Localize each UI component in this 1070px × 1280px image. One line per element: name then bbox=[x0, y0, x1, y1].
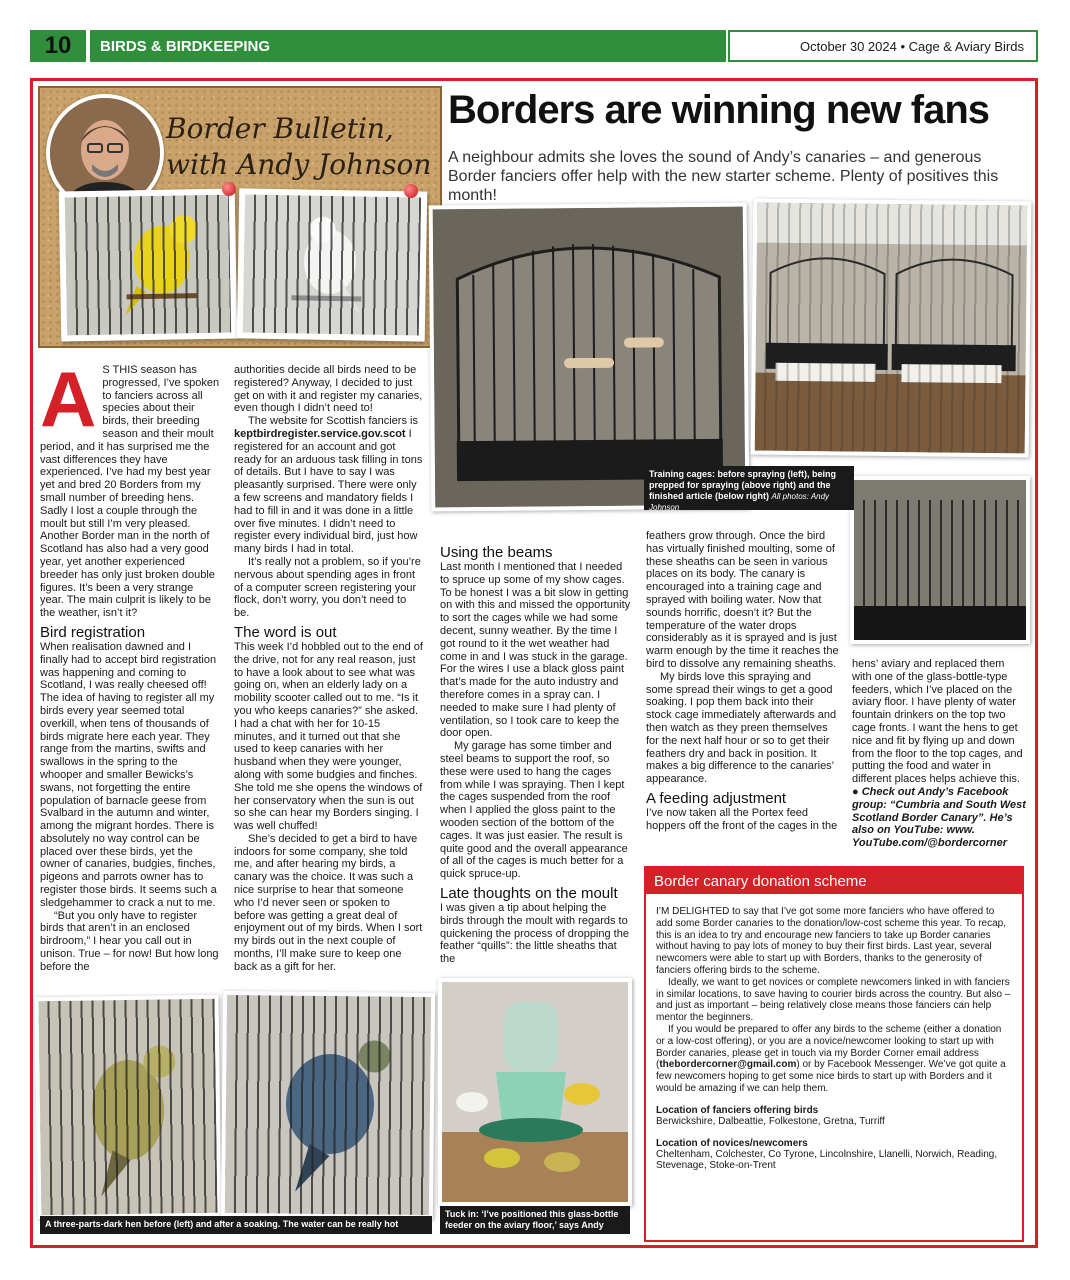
section-title: BIRDS & BIRDKEEPING bbox=[90, 30, 726, 62]
article-column-3 bbox=[440, 540, 632, 980]
facebook-youtube-callout: ● Check out Andy’s Facebook group: “Cumbria and South West Scotland Border Canary”. He’s also on YouTube: www. YouTube.com/@bordercorner bbox=[852, 785, 1026, 850]
paragraph: My garage has some timber and steel beams to support the roof, so these were used to hang the cages from while I was spraying. Then I kept the cages suspended from the roof when I applied the gloss paint to the wooden section of the bottom of the cages. It was just easier. The result is quite good and the overall appearance of all of the cages is much better for a quick spruce-up. bbox=[440, 740, 628, 881]
article-column-1 bbox=[40, 364, 220, 996]
hen-after-soaking-photo bbox=[221, 991, 435, 1219]
pushpin-icon bbox=[404, 184, 418, 198]
donation-scheme-box bbox=[644, 866, 1024, 1242]
photo-credit: All photos: Andy Johnson bbox=[649, 492, 830, 512]
donation-scheme-title: Border canary donation scheme bbox=[646, 868, 1022, 894]
issue-date: October 30 2024 • Cage & Aviary Birds bbox=[728, 30, 1038, 62]
registration-website-link: keptbirdregister.service.gov.scot bbox=[234, 427, 406, 440]
paragraph: If you would be prepared to offer any birds to the scheme (either a donation or a low-cost offering), or you are a novice/newcomer looking to start up with Border canaries, please get in touch via my Border Corner email address (thebordercorner@gmail.com) or by Facebook Messenger. We’ve got quite a few newcomers hoping to get some nice birds to start up with Borders and it would be amazing if we can help them. bbox=[656, 1023, 1006, 1094]
paragraph: This week I’d hobbled out to the end of the drive, not for any real reason, just to have a look about to see what was going on, when an elderly lady on a mobility scooter called out to me. “Is it you who keeps canaries?” she asked. I had a chat with her for 10-15 minutes, and it turned out that she used to keep canaries with her husband when they were younger, along with some budgies and finches. She told me she opens the windows of her conservatory when the sun is out so she can hear my Borders singing. I was well chuffed! bbox=[234, 640, 423, 833]
cages-caption: Training cages: before spraying (left), being prepped for spraying (above right) and the finished article (below right) All photos: Andy Johnson bbox=[644, 466, 854, 510]
paragraph: When realisation dawned and I finally had to accept bird registration was happening and coming to Scotland, I was really cheesed off! The idea of having to register all my birds every year seemed total overkill, when tens of thousands of birds migrate here each year. They range from the martins, swifts and swallows in the spring to the whooper and smaller Bewicks’s swans, not forgetting the entire population of barnacle geese from Svalbard in the autumn and winter, among the migrant hordes. There is absolutely no way control can be placed over these birds, yet the owner of canaries, budgies, finches, pigeons and parrots owner has to register those birds. It seems such a sledgehammer to crack a nut to me. bbox=[40, 640, 217, 909]
article-column-4 bbox=[646, 530, 840, 860]
novice-locations: Cheltenham, Colchester, Co Tyrone, Lincolnshire, Llanelli, Norwich, Reading, Stevenage, Stoke-on-Trent bbox=[656, 1148, 998, 1172]
banner-title-line1: Border Bulletin, bbox=[166, 112, 394, 145]
paragraph: hens’ aviary and replaced them with one of the glass-bottle-type feeders, which I’ve placed on the aviary floor. I have plenty of water fountain drinkers on the top two cage fronts. I want the hens to get nice and fit by flying up and down from the floor to the top cages, and putting the food and water in different places helps achieve this. bbox=[852, 658, 1023, 786]
pushpin-icon bbox=[222, 182, 236, 196]
paragraph: The website for Scottish fanciers is keptbirdregister.service.gov.scot I registered for an account and got ready for an arduous task filling in tons of details. But I have to say I was pleasantly surprised. There were only a few screens and mandatory fields I had to fill in and it was done in a little over five minutes. I didn’t need to register every individual bird, just how many birds I had in total. bbox=[234, 415, 423, 556]
paragraph: It’s really not a problem, so if you’re nervous about spending ages in front of a computer screen registering your flock, don’t worry, you don’t need to be. bbox=[234, 555, 421, 620]
subhead-offering-locations: Location of fanciers offering birds bbox=[656, 1104, 819, 1116]
subhead-bird-registration: Bird registration bbox=[40, 623, 146, 641]
banner-title-line2: with Andy Johnson bbox=[166, 148, 432, 181]
paragraph: authorities decide all birds need to be registered? Anyway, I decided to just get on with it and register my canaries, even though I didn’t need to! bbox=[234, 364, 423, 415]
feeder-caption: Tuck in: ‘I’ve positioned this glass-bottle feeder on the aviary floor,’ says Andy bbox=[440, 1206, 630, 1234]
headline: Borders are winning new fans bbox=[448, 88, 990, 132]
hen-caption: A three-parts-dark hen before (left) and after a soaking. The water can be really hot bbox=[40, 1216, 432, 1234]
subhead-using-the-beams: Using the beams bbox=[440, 544, 553, 561]
paragraph: I’ve now taken all the Portex feed hoppers off the front of the cages in the bbox=[646, 806, 838, 832]
dropcap: A bbox=[40, 364, 97, 443]
email-address: thebordercorner@gmail.com bbox=[659, 1059, 797, 1071]
paragraph: She’s decided to get a bird to have indoors for some company, she told me, and after hearing my birds, a canary was the choice. It was such a nice surprise to hear that someone who I’d never seen or spoken to before was getting a great deal of enjoyment out of my birds. When I sort my birds out in the next couple of months, I’ll make sure to keep one back as a gift for her. bbox=[234, 832, 423, 973]
article-column-5 bbox=[852, 658, 1026, 858]
white-canary-photo bbox=[237, 188, 428, 341]
article-column-2 bbox=[234, 364, 424, 996]
subhead-novice-locations: Location of novices/newcomers bbox=[656, 1137, 808, 1149]
glass-bottle-feeder-photo bbox=[438, 978, 632, 1206]
paragraph: Ideally, we want to get novices or complete newcomers linked in with fanciers in similar locations, to save having to courier birds across the country. But also – and just as important – being relatively close means those fanciers can help mentor the beginners. bbox=[656, 976, 1011, 1024]
subhead-feeding-adjustment: A feeding adjustment bbox=[646, 789, 787, 807]
paragraph: I was given a tip about helping the birds through the moult with regards to quickening the process of dropping the feather “quills”: the little sheaths that the bbox=[440, 901, 629, 966]
standfirst: A neighbour admits she loves the sound of Andy’s canaries – and generous Border fanciers offer help with the new starter scheme. Plenty of positives this month! bbox=[448, 149, 999, 204]
subhead-late-thoughts: Late thoughts on the moult bbox=[440, 884, 618, 902]
intro-paragraph: S THIS season has progressed, I’ve spoken to fanciers across all species about their birds, their breeding season and their moult period, and it has surprised me the vast differences they have experienced. I’ve had my best year yet and bred 20 Borders from my small number of breeding hens. Sadly I lost a couple through the moult but still I’m very pleased. Another Border man in the north of Scotland has also had a very good year, yet another experienced breeder has only just broken double figures. It’s been a very strange year. The main culprit is likely to be the weather, isn’t it? bbox=[40, 364, 220, 620]
paragraph: “But you only have to register birds that aren’t in an enclosed birdroom,” I hear you call out in unison. True – for now! But how long before the bbox=[40, 909, 219, 973]
paragraph: feathers grow through. Once the bird has virtually finished moulting, some of these sheaths can be seen in various places on its body. The canary is encouraged into a training cage and sprayed with boiling water. Now that sounds horrific, doesn’t it? But the temperature of the water drops considerably as it is sprayed and is just warm enough by the time it reaches the bird to dissolve any remaining sheaths. bbox=[646, 530, 839, 670]
offering-locations: Berwickshire, Dalbeattie, Folkestone, Gretna, Turriff bbox=[656, 1115, 885, 1127]
cages-hanging-photo bbox=[751, 199, 1032, 458]
paragraph: I’M DELIGHTED to say that I’ve got some more fanciers who have offered to add some Border canaries to the donation/low-cost scheme this year. To recap, this is an idea to try and encourage new fanciers to take up Border canaries without having to pay lots of money to buy their first birds. Last year, several newcomers were able to start up with Borders, thanks to the generosity of fanciers offering birds to the scheme. bbox=[656, 906, 1007, 976]
page-number: 10 bbox=[30, 30, 86, 62]
subhead-word-is-out: The word is out bbox=[234, 623, 337, 641]
finished-cage-photo bbox=[850, 476, 1030, 644]
hen-before-soaking-photo bbox=[34, 995, 221, 1220]
yellow-canary-photo bbox=[59, 188, 238, 341]
paragraph: Last month I mentioned that I needed to spruce up some of my show cages. To be honest I was a bit slow in getting on with this and missed the opportunity to sort the cages while we had some decent, sunny weather. By the time I got round to it the wet weather had come in and I was stuck in the garage. For the wires I use a black gloss paint that’s made for the auto industry and therefore comes in a spray can. I needed to make sure I had plenty of ventilation, so I took care to keep the door open. bbox=[440, 561, 631, 740]
paragraph: My birds love this spraying and some spread their wings to get a good soaking. I pop them back into their stock cage immediately afterwards and then watch as they preen themselves for the next half hour or so to get their feathers dry and back in position. It makes a big difference to the canaries’ appearance. bbox=[646, 670, 837, 786]
